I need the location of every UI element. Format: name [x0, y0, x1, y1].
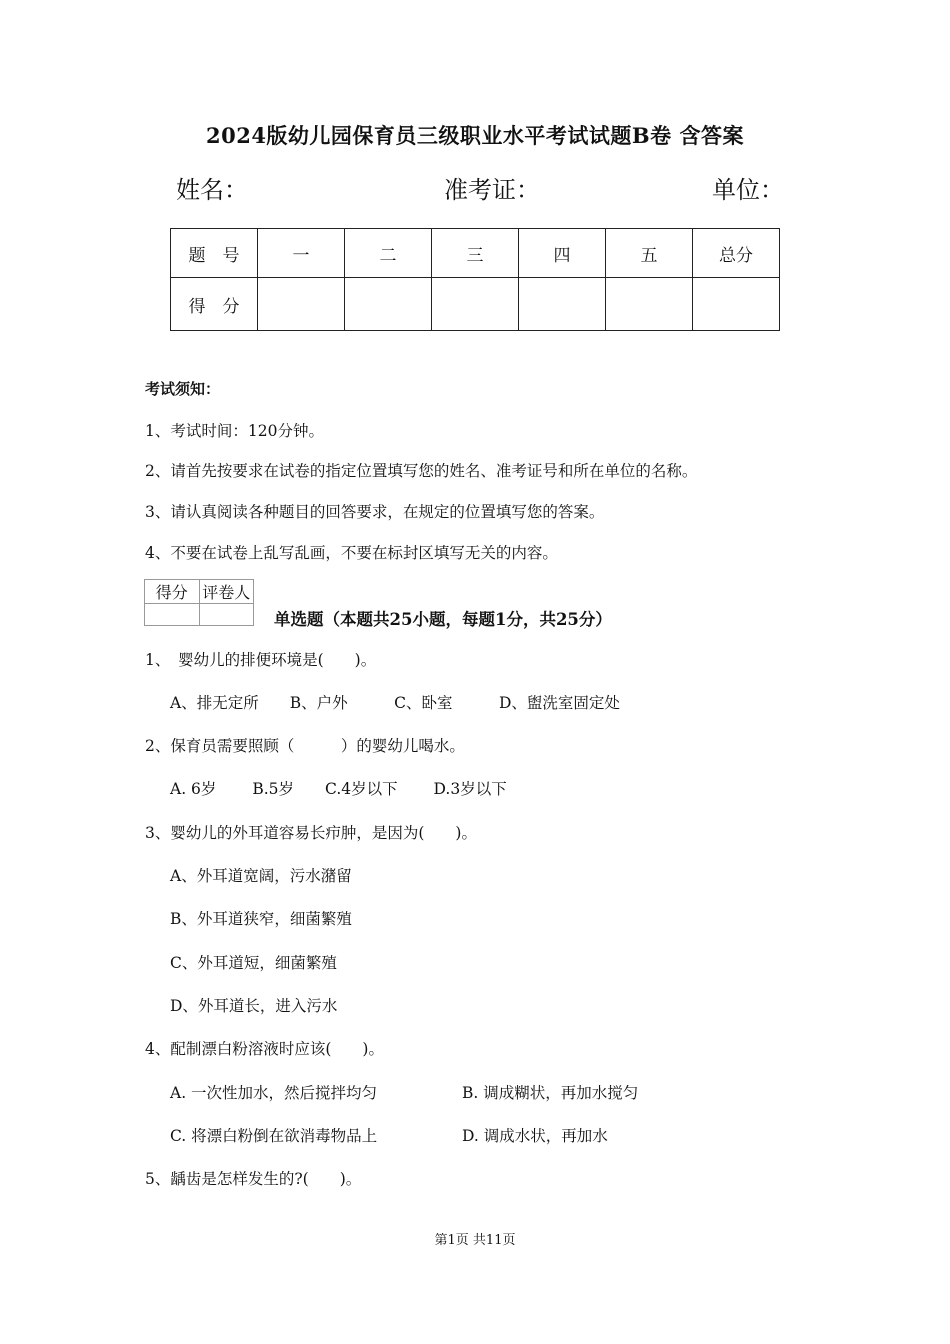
notice-item: 2、请首先按要求在试卷的指定位置填写您的姓名、准考证号和所在单位的名称。: [145, 462, 698, 480]
notice-item: 1、考试时间：120分钟。: [145, 422, 324, 440]
score-cell: [693, 278, 780, 331]
notice-item: 4、不要在试卷上乱写乱画，不要在标封区填写无关的内容。: [145, 544, 558, 562]
question-4-stem: 4、配制漂白粉溶液时应该( )。: [145, 1040, 384, 1058]
question-number-label: 题 号: [171, 229, 258, 278]
question-4-option-d: D. 调成水状，再加水: [462, 1127, 608, 1145]
question-1-stem: 1、 婴幼儿的排便环境是( )。: [145, 651, 377, 669]
score-label: 得 分: [171, 278, 258, 331]
question-2-stem: 2、保育员需要照顾（ ）的婴幼儿喝水。: [145, 737, 465, 755]
question-1-options: A、排无定所 B、户外 C、卧室 D、盥洗室固定处: [170, 694, 620, 712]
question-3-stem: 3、婴幼儿的外耳道容易长疖肿，是因为( )。: [145, 824, 477, 842]
score-cell: [432, 278, 519, 331]
question-3-option-d: D、外耳道长，进入污水: [170, 997, 338, 1015]
score-table: [170, 228, 780, 331]
section-4-header: 四: [519, 229, 606, 278]
section-title: 单选题（本题共25小题，每题1分，共25分）: [274, 610, 612, 629]
question-4-option-c: C. 将漂白粉倒在欲消毒物品上: [170, 1127, 378, 1145]
exam-id-field-label: 准考证：: [444, 176, 540, 204]
grader-score-cell: [145, 604, 200, 626]
score-cell: [519, 278, 606, 331]
grader-box: [144, 579, 254, 626]
name-field-label: 姓名：: [176, 176, 248, 204]
total-header: 总分: [693, 229, 780, 278]
score-table-score-row: [171, 278, 780, 331]
question-4-option-a: A. 一次性加水，然后搅拌均匀: [170, 1084, 378, 1102]
question-3-option-b: B、外耳道狭窄，细菌繁殖: [170, 910, 352, 928]
notice-item: 3、请认真阅读各种题目的回答要求，在规定的位置填写您的答案。: [145, 503, 605, 521]
notice-title: 考试须知：: [145, 380, 221, 398]
score-cell: [258, 278, 345, 331]
page-footer: 第1页 共11页: [434, 1233, 516, 1248]
section-1-header: 一: [258, 229, 345, 278]
score-cell: [606, 278, 693, 331]
question-2-options: A. 6岁 B.5岁 C.4岁以下 D.3岁以下: [170, 780, 507, 798]
grader-reviewer-label: 评卷人: [199, 580, 254, 604]
section-3-header: 三: [432, 229, 519, 278]
question-5-stem: 5、龋齿是怎样发生的?( )。: [145, 1170, 362, 1188]
section-2-header: 二: [345, 229, 432, 278]
question-3-option-c: C、外耳道短，细菌繁殖: [170, 954, 337, 972]
grader-reviewer-cell: [199, 604, 254, 626]
section-5-header: 五: [606, 229, 693, 278]
page-title: 2024版幼儿园保育员三级职业水平考试试题B卷 含答案: [205, 123, 744, 148]
score-table-header-row: [171, 229, 780, 278]
score-cell: [345, 278, 432, 331]
question-3-option-a: A、外耳道宽阔，污水潴留: [170, 867, 352, 885]
question-4-option-b: B. 调成糊状，再加水搅匀: [462, 1084, 639, 1102]
unit-field-label: 单位：: [712, 176, 784, 204]
grader-score-label: 得分: [145, 580, 200, 604]
